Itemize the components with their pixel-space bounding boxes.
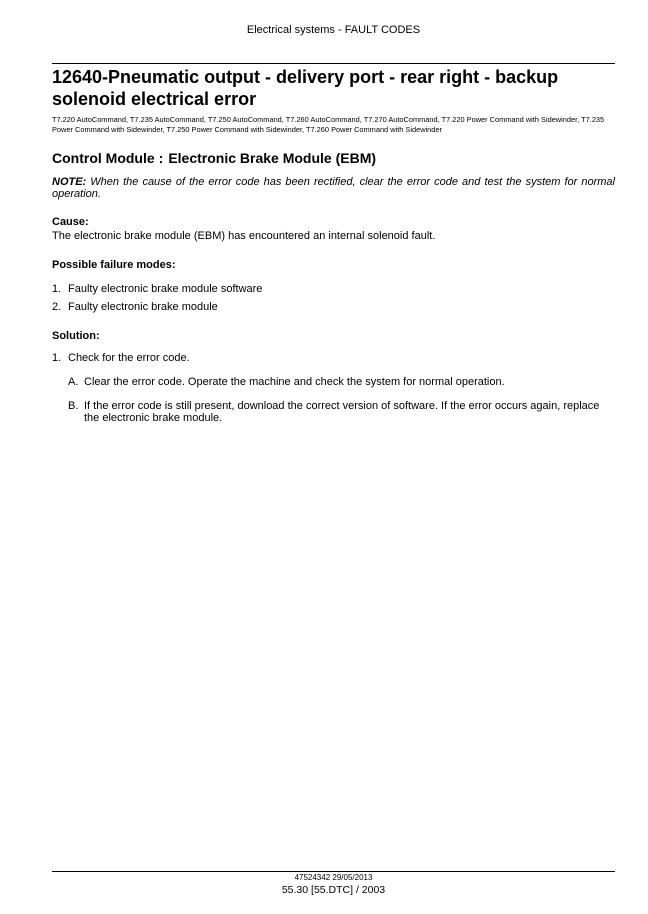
list-item-number: 1. (52, 283, 62, 295)
control-module-value: Electronic Brake Module (EBM) (168, 150, 377, 166)
solution-substep-letter: A. (68, 376, 79, 388)
cause-label: Cause: (52, 216, 89, 228)
failure-modes-label: Possible failure modes: (52, 259, 176, 271)
solution-label: Solution: (52, 330, 100, 342)
solution-substep (68, 376, 615, 388)
failure-modes-list (52, 283, 615, 319)
solution-step-text: Check for the error code. (68, 352, 190, 364)
page-header: Electrical systems - FAULT CODES (246, 24, 421, 36)
list-item (52, 283, 615, 301)
list-item (52, 301, 615, 319)
footer-page-reference: 55.30 [55.DTC] / 2003 (281, 884, 386, 896)
note-label: NOTE: (52, 176, 87, 188)
note-text: When the cause of the error code has been rectified, clear the error code and test the system for normal operation. (52, 176, 615, 200)
solution-step (52, 352, 615, 364)
note (52, 176, 615, 200)
list-item-text: Faulty electronic brake module (68, 301, 218, 313)
footer-divider (52, 871, 615, 872)
applicable-models: T7.220 AutoCommand, T7.235 AutoCommand, T7.250 AutoCommand, T7.260 AutoCommand, T7.270 AutoCommand, T7.220 Power Command with Sidewinder, T7.235 Power Command with Sidewinder, T7.250 Power Command with Sidewinder, T7.260 Power Command with Sidewinder (52, 115, 605, 134)
list-item-text: Faulty electronic brake module software (68, 283, 263, 295)
solution-substep-text: Clear the error code. Operate the machine and check the system for normal operation. (84, 376, 505, 388)
solution-step-number: 1. (52, 352, 62, 364)
control-module-separator: : (158, 150, 164, 166)
header-divider (52, 63, 615, 64)
control-module-heading (52, 150, 615, 166)
cause-text: The electronic brake module (EBM) has encountered an internal solenoid fault. (52, 230, 436, 242)
control-module-label: Control Module (52, 150, 155, 166)
page-title: 12640-Pneumatic output - delivery port - rear right - backup solenoid electrical error (52, 67, 559, 109)
solution-substep-text: If the error code is still present, download the correct version of software. If the error occurs again, replace the electronic brake module. (84, 400, 600, 424)
list-item-number: 2. (52, 301, 62, 313)
solution-substep-letter: B. (68, 400, 79, 412)
footer-document-reference: 47524342 29/05/2013 (294, 873, 373, 882)
solution-substep (68, 400, 615, 424)
